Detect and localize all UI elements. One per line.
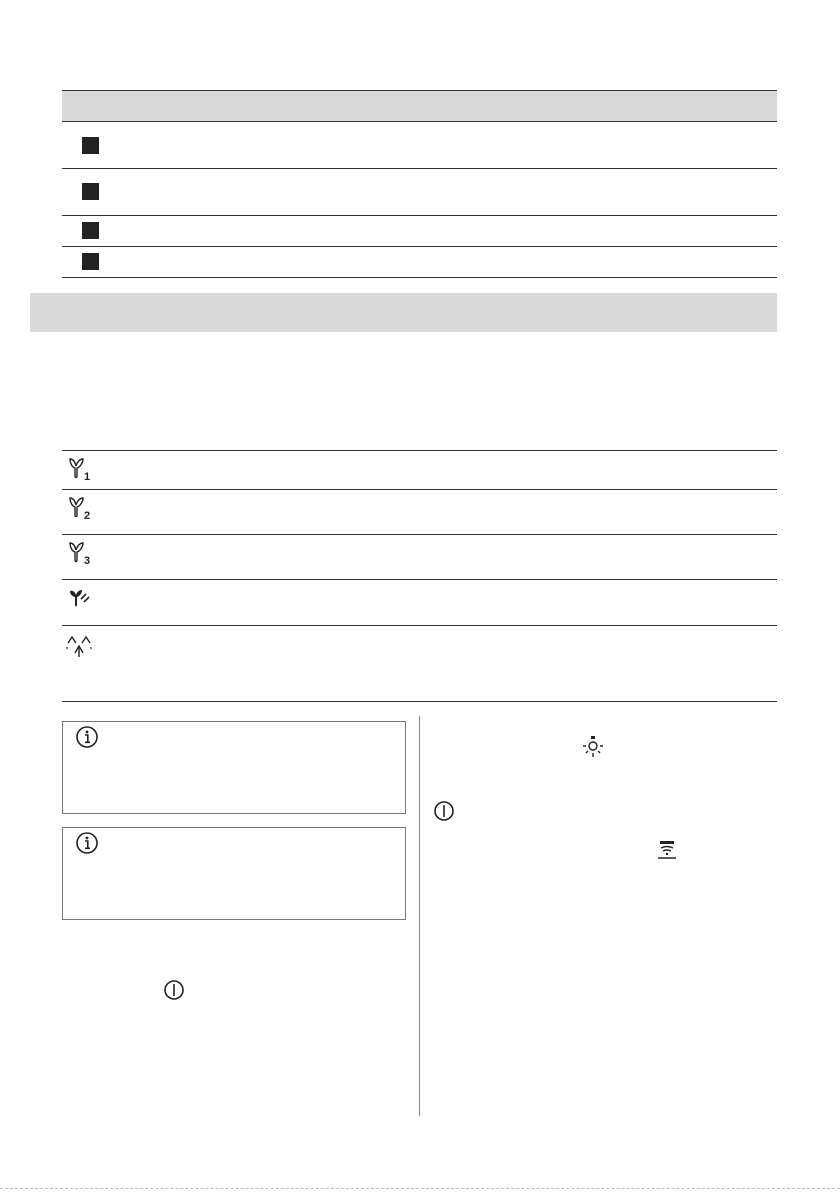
table-row: [62, 625, 777, 702]
fan-speed-1-label: 1: [84, 471, 91, 482]
table-row: [62, 169, 777, 216]
fan-speed-2-icon: [64, 495, 94, 521]
fan-boost-icon: [64, 585, 94, 611]
indicator-table: [62, 90, 777, 278]
square-indicator-icon: [82, 222, 99, 239]
info-note-box: [62, 827, 406, 920]
table-row: [62, 534, 777, 579]
light-icon: [581, 735, 605, 759]
square-indicator-icon: [82, 183, 99, 200]
table-row: [62, 216, 777, 247]
fan-speed-1-icon: [64, 456, 94, 482]
fan-speed-3-icon: [64, 540, 94, 566]
table-row: [62, 579, 777, 625]
table-row: [62, 122, 777, 169]
info-icon: [75, 831, 99, 855]
column-divider: [419, 716, 420, 1116]
table-row: [62, 450, 777, 489]
fan-speed-2-label: 2: [84, 510, 91, 521]
square-indicator-icon: [82, 253, 99, 270]
square-indicator-icon: [82, 137, 99, 154]
breeze-icon: [64, 631, 94, 657]
section-header-bar: [30, 293, 777, 332]
table-row: [62, 247, 777, 278]
power-icon: [433, 800, 455, 822]
power-icon: [163, 979, 185, 1001]
info-note-box: [62, 721, 406, 814]
table-row: [62, 489, 777, 534]
page-bottom-edge: [0, 1188, 840, 1189]
hob-connect-icon: [656, 840, 678, 860]
info-icon: [75, 725, 99, 749]
indicator-table-header: [62, 90, 777, 122]
fan-speed-3-label: 3: [84, 555, 91, 566]
fan-speed-table: [62, 450, 777, 702]
